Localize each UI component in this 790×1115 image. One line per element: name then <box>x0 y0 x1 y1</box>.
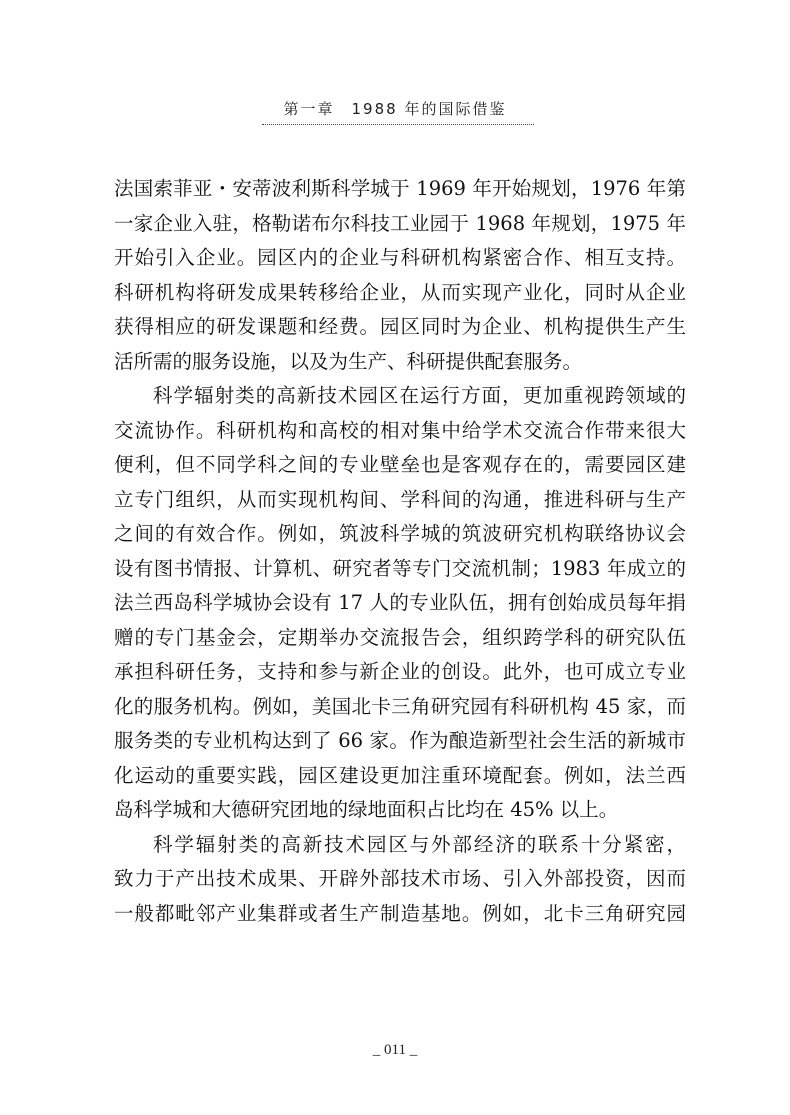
text-line: 服务类的专业机构达到了 66 家。作为酿造新型社会生活的新城市 <box>114 729 686 752</box>
text-line: 科学辐射类的高新技术园区与外部经济的联系十分紧密， <box>153 832 686 856</box>
text-line: 法国索菲亚・安蒂波利斯科学城于 1969 年开始规划，1976 年第 <box>114 177 686 200</box>
text-line: 化运动的重要实践，园区建设更加注重环境配套。例如，法兰西 <box>114 763 686 787</box>
body-text <box>114 172 686 931</box>
text-line: 一家企业入驻，格勒诺布尔科技工业园于 1968 年规划，1975 年 <box>114 211 686 235</box>
text-line: 设有图书情报、计算机、研究者等专门交流机制；1983 年成立的 <box>114 556 686 580</box>
running-header: 第一章 1988 年的国际借鉴 <box>283 100 507 118</box>
text-line: 便利，但不同学科之间的专业壁垒也是客观存在的，需要园区建 <box>114 453 686 476</box>
text-line: 活所需的服务设施，以及为生产、科研提供配套服务。 <box>114 349 583 373</box>
text-line: 赠的专门基金会，定期举办交流报告会，组织跨学科的研究队伍 <box>114 625 686 649</box>
text-line: 化的服务机构。例如，美国北卡三角研究园有科研机构 45 家，而 <box>114 694 686 718</box>
text-line: 交流协作。科研机构和高校的相对集中给学术交流合作带来很大 <box>114 418 686 442</box>
text-line: 之间的有效合作。例如，筑波科学城的筑波研究机构联络协议会 <box>114 522 686 545</box>
text-line: 科学辐射类的高新技术园区在运行方面，更加重视跨领域的 <box>153 384 686 407</box>
text-line: 岛科学城和大德研究团地的绿地面积占比均在 45% 以上。 <box>114 798 619 821</box>
text-line: 获得相应的研发课题和经费。园区同时为企业、机构提供生产生 <box>114 315 686 338</box>
text-line: 致力于产出技术成果、开辟外部技术市场、引入外部投资，因而 <box>114 867 686 890</box>
text-line: 承担科研任务，支持和参与新企业的创设。此外，也可成立专业 <box>114 660 686 683</box>
text-line: 开始引入企业。园区内的企业与科研机构紧密合作、相互支持。 <box>114 246 686 269</box>
page-number: _ 011 _ <box>372 1042 418 1058</box>
text-line: 一般都毗邻产业集群或者生产制造基地。例如，北卡三角研究园 <box>114 901 686 925</box>
text-line: 法兰西岛科学城协会设有 17 人的专业队伍，拥有创始成员每年捐 <box>114 591 686 614</box>
header-dotted-rule <box>262 124 534 125</box>
text-line: 科研机构将研发成果转移给企业，从而实现产业化，同时从企业 <box>114 280 686 304</box>
text-line: 立专门组织，从而实现机构间、学科间的沟通，推进科研与生产 <box>114 487 686 511</box>
